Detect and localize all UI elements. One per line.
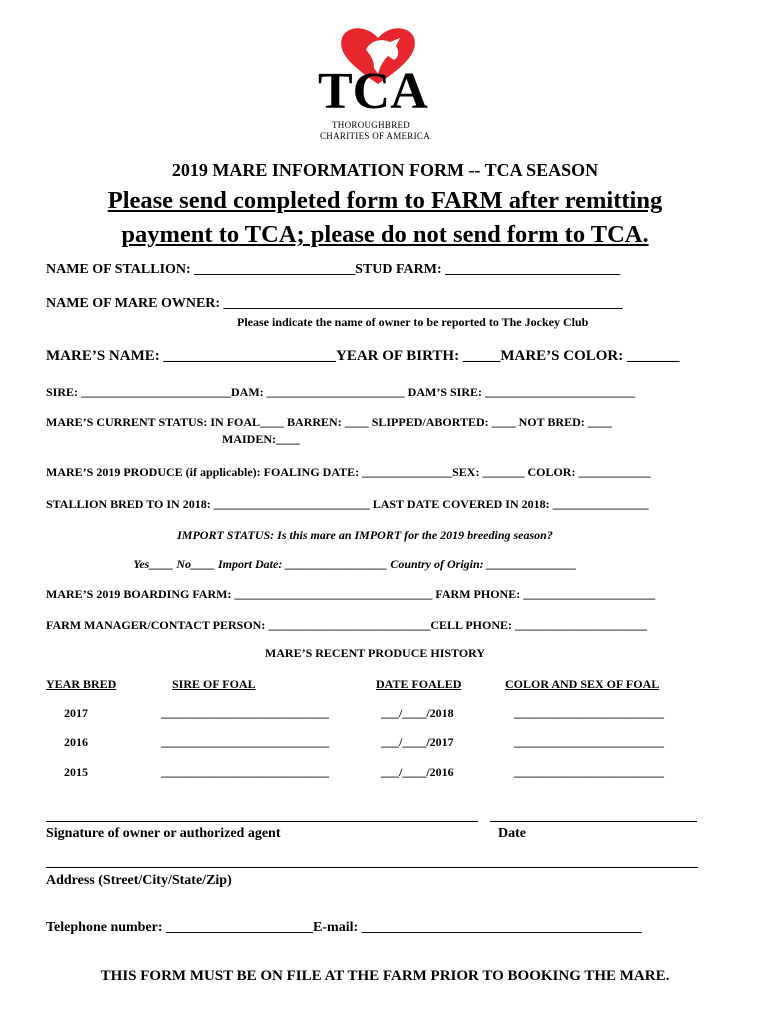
bred-to-field[interactable]: STALLION BRED TO IN 2018: __________________________ LAST DATE COVERED IN 2018: ________________ [46, 497, 649, 511]
tca-logo [318, 26, 438, 150]
table-row-year: 2015 [64, 765, 88, 779]
logo-wordmark: TCA [318, 63, 428, 120]
form-title: 2019 MARE INFORMATION FORM -- TCA SEASON [171, 160, 599, 180]
table-row-color[interactable]: _________________________ [514, 765, 664, 779]
signature-line[interactable] [46, 821, 478, 822]
table-row-sire[interactable]: ____________________________ [161, 735, 329, 749]
col-year-bred: YEAR BRED [46, 677, 117, 691]
table-row-date[interactable]: ___/____/2017 [381, 735, 454, 749]
boarding-farm-field[interactable]: MARE’S 2019 BOARDING FARM: _________________________________ FARM PHONE: ______________________ [46, 587, 656, 601]
col-date-foaled: DATE FOALED [376, 677, 462, 691]
date-line[interactable] [490, 821, 697, 822]
date-label: Date [498, 826, 526, 841]
maiden-field[interactable]: MAIDEN:____ [222, 432, 300, 446]
table-row-date[interactable]: ___/____/2018 [381, 706, 454, 720]
table-row-sire[interactable]: ____________________________ [161, 706, 329, 720]
owner-note: Please indicate the name of owner to be reported to The Jockey Club [237, 315, 589, 329]
headline-line-1: Please send completed form to FARM after remitting [107, 187, 663, 214]
stallion-field[interactable]: NAME OF STALLION: _______________________STUD FARM: _________________________ [46, 262, 621, 277]
history-title: MARE’S RECENT PRODUCE HISTORY [264, 646, 486, 660]
produce-field[interactable]: MARE’S 2019 PRODUCE (if applicable): FOALING DATE: _______________SEX: _______ COLOR: ____________ [46, 465, 651, 479]
table-row-date[interactable]: ___/____/2016 [381, 765, 454, 779]
sire-dam-field[interactable]: SIRE: _________________________DAM: _______________________ DAM’S SIRE: _________________________ [46, 385, 636, 399]
current-status-field[interactable]: MARE’S CURRENT STATUS: IN FOAL____ BARREN: ____ SLIPPED/ABORTED: ____ NOT BRED: ____ [46, 415, 612, 429]
logo-line-1: THOROUGHBRED [332, 120, 411, 130]
headline-line-2: payment to TCA; please do not send form to TCA. [121, 221, 649, 248]
table-row-color[interactable]: _________________________ [514, 735, 664, 749]
contact-field[interactable]: FARM MANAGER/CONTACT PERSON: ___________________________CELL PHONE: ______________________ [46, 618, 648, 632]
footer-notice: THIS FORM MUST BE ON FILE AT THE FARM PRIOR TO BOOKING THE MARE. [100, 968, 670, 984]
col-sire-of-foal: SIRE OF FOAL [172, 677, 256, 691]
logo-line-2: CHARITIES OF AMERICA [320, 131, 431, 141]
import-question: IMPORT STATUS: Is this mare an IMPORT for the 2019 breeding season? [177, 528, 553, 542]
telephone-email-field[interactable]: Telephone number: _____________________E-mail: ________________________________________ [46, 920, 642, 935]
owner-field[interactable]: NAME OF MARE OWNER: _________________________________________________________ [46, 296, 623, 311]
address-label: Address (Street/City/State/Zip) [46, 873, 232, 888]
table-row-sire[interactable]: ____________________________ [161, 765, 329, 779]
table-row-color[interactable]: _________________________ [514, 706, 664, 720]
col-color-sex: COLOR AND SEX OF FOAL [505, 677, 660, 691]
address-line[interactable] [46, 867, 698, 868]
mare-name-field[interactable]: MARE’S NAME: _______________________YEAR OF BIRTH: _____MARE’S COLOR: _______ [46, 348, 680, 364]
import-answer-field[interactable]: Yes____ No____ Import Date: _________________ Country of Origin: _______________ [133, 557, 577, 571]
table-row-year: 2016 [64, 735, 88, 749]
signature-label: Signature of owner or authorized agent [46, 826, 281, 841]
table-row-year: 2017 [64, 706, 88, 720]
